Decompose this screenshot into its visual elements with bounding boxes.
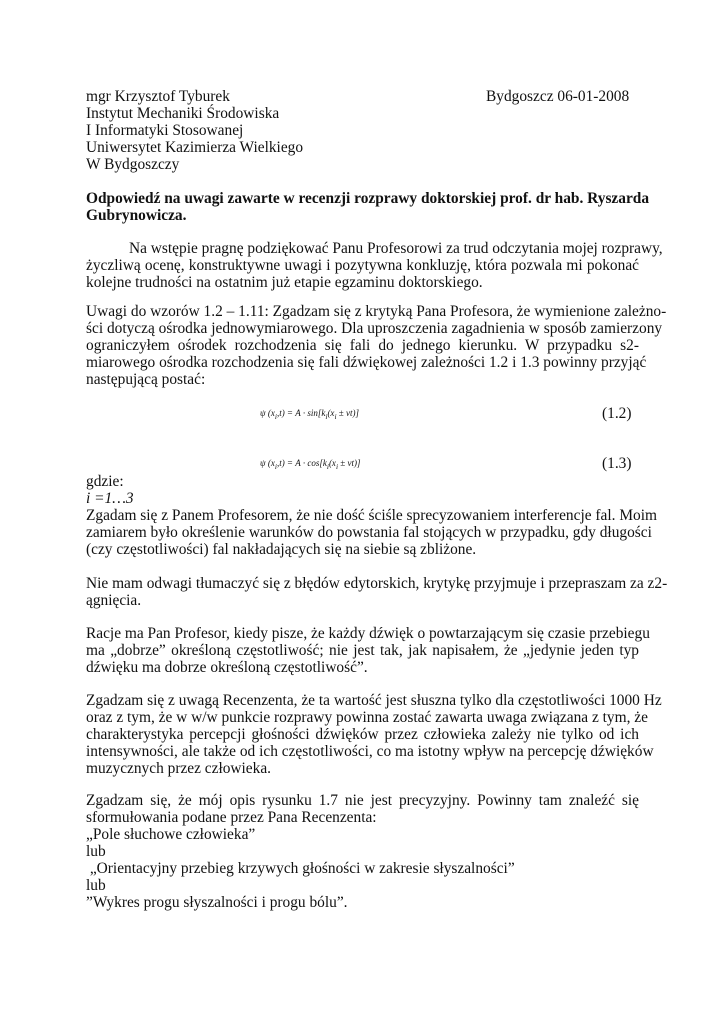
para3-line-3: (czy częstotliwości) fal nakładających się na siebie są zbliżone.	[86, 541, 477, 558]
equation-1-3: ψ $(x_i,t) = A \cdot \cos[k_i(x_i \pm vt)]$	[260, 458, 361, 471]
para5-line-2: ma „dobrze” określoną częstotliwość; nie jest tak, jak napisałem, że „jedynie jeden typ	[86, 642, 639, 659]
option-separator-1: lub	[86, 843, 106, 860]
para3-line-1: Zgadam się z Panem Profesorem, że nie dość ściśle sprecyzowaniem interferencje fal. Moim	[86, 507, 657, 524]
quote-option-1: „Pole słuchowe człowieka”	[86, 826, 256, 843]
letter-title-line-1: Odpowiedź na uwagi zawarte w recenzji rozprawy doktorskiej prof. dr hab. Ryszarda	[86, 190, 650, 207]
para4-line-1: Nie mam odwagi tłumaczyć się z błędów edytorskich, krytykę przyjmuje i przepraszam za z2-	[86, 575, 668, 592]
para5-line-1: Racje ma Pan Profesor, kiedy pisze, że każdy dźwięk o powtarzającym się czasie przebiegu	[86, 625, 650, 642]
para2-line-4: miarowego ośrodka rozchodzenia się fali dźwiękowej zależności 1.2 i 1.3 powinny przyjąć	[86, 354, 647, 371]
equation-number-1-2: (1.2)	[602, 405, 632, 422]
para6-line-2: oraz z tym, że w w/w punkcie rozprawy powinna zostać zawarta uwaga związana z tym, że	[86, 709, 648, 726]
para6-line-4: intensywności, ale także od ich częstotliwości, co ma istotny wpływ na percepcję dźwięków	[86, 743, 654, 760]
sender-institute-cont: I Informatyki Stosowanej	[86, 122, 244, 139]
para1-line-3: kolejne trudności na ostatnim już etapie egzaminu doktorskiego.	[86, 274, 483, 291]
para4-line-2: ągnięcia.	[86, 592, 142, 609]
sender-university: Uniwersytet Kazimierza Wielkiego	[86, 139, 304, 156]
equation-1-2: ψ $(x_i,t) = A \cdot \sin[k_i(x_i \pm vt)]$	[260, 408, 359, 421]
para6-line-5: muzycznych przez człowieka.	[86, 760, 272, 777]
quote-option-2: „Orientacyjny przebieg krzywych głośności w zakresie słyszalności”	[86, 860, 515, 877]
equation-number-1-3: (1.3)	[602, 455, 632, 472]
para7-line-2: sformułowania podane przez Pana Recenzenta:	[86, 809, 377, 826]
para5-line-3: dźwięku ma dobrze określoną częstotliwość”.	[86, 659, 368, 676]
place-date: Bydgoszcz 06-01-2008	[486, 88, 630, 105]
quote-option-3: ”Wykres progu słyszalności i progu bólu”.	[86, 894, 348, 911]
para6-line-1: Zgadzam się z uwagą Recenzenta, że ta wartość jest słuszna tylko dla częstotliwości 1000 Hz	[86, 692, 662, 709]
sender-name: mgr Krzysztof Tyburek	[86, 88, 230, 105]
para2-line-2: ści dotyczą ośrodka jednowymiarowego. Dla uproszczenia zagadnienia w sposób zamierzony	[86, 320, 663, 337]
gdzie-label: gdzie:	[86, 473, 124, 490]
option-separator-2: lub	[86, 877, 106, 894]
index-range: i =1…3	[86, 490, 134, 507]
sender-city: W Bydgoszczy	[86, 156, 180, 173]
para2-line-1: Uwagi do wzorów 1.2 – 1.11: Zgadzam się z krytyką Pana Profesora, że wymienione zależno-	[86, 303, 667, 320]
para2-line-5: następującą postać:	[86, 371, 206, 388]
sender-institute: Instytut Mechaniki Środowiska	[86, 105, 280, 122]
para7-line-1: Zgadzam się, że mój opis rysunku 1.7 nie jest precyzyjny. Powinny tam znaleźć się	[86, 792, 639, 809]
para3-line-2: zamiarem było określenie warunków do powstania fal stojących w przypadku, gdy długości	[86, 524, 652, 541]
para2-line-3: ograniczyłem ośrodek rozchodzenia się fali do jednego kierunku. W przypadku s2-	[86, 337, 639, 354]
para1-line-2: życzliwą ocenę, konstruktywne uwagi i pozytywna konkluzję, która pozwala mi pokonać	[86, 257, 639, 274]
letter-title-line-2: Gubrynowicza.	[86, 207, 187, 224]
para6-line-3: charakterystyka percepcji głośności dźwięków przez człowieka zależy nie tylko od ich	[86, 726, 639, 743]
para1-line-1: Na wstępie pragnę podziękować Panu Profesorowi za trud odczytania mojej rozprawy,	[129, 240, 663, 257]
